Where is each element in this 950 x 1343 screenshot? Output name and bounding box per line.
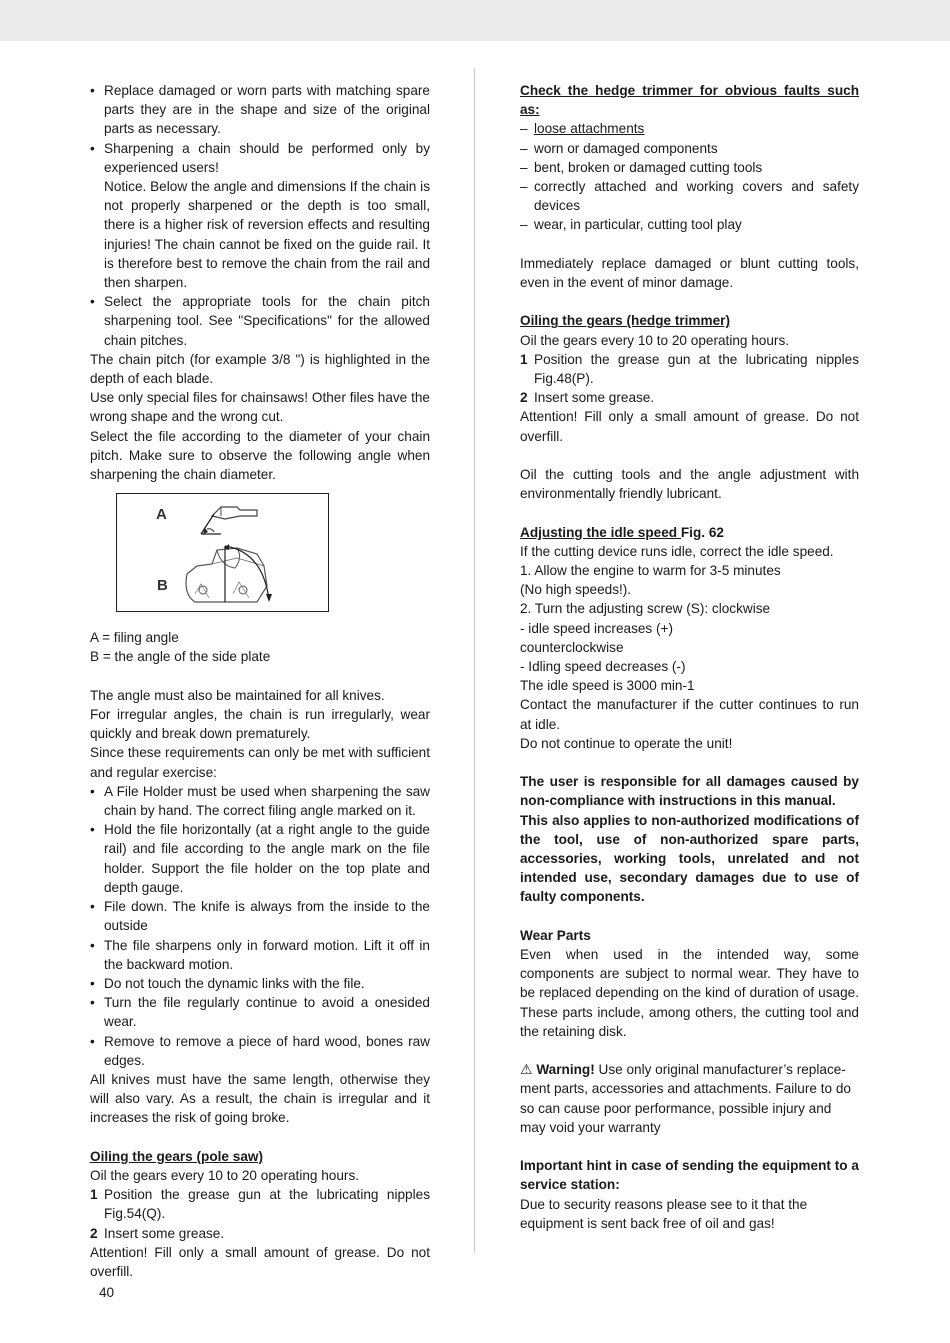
spacer xyxy=(520,292,859,311)
paragraph: Oil the cutting tools and the angle adjustment with environmentally friendly lubricant. xyxy=(520,467,859,502)
bullet-item: • Sharpening a chain should be performed only by experienced users! xyxy=(90,139,430,177)
paragraph: (No high speeds!). xyxy=(520,582,632,598)
spacer xyxy=(90,667,430,686)
top-header-bar xyxy=(0,0,950,41)
column-divider xyxy=(474,68,475,1253)
dash-item: – worn or damaged components xyxy=(520,139,859,158)
bullet-item: • Do not touch the dynamic links with the file. xyxy=(90,974,430,993)
dash-item: – wear, in particular, cutting tool play xyxy=(520,215,859,234)
figure-label-a: A xyxy=(156,506,167,524)
left-text-block-1 xyxy=(90,81,430,484)
step-text: Insert some grease. xyxy=(534,390,655,406)
numbered-step xyxy=(520,350,859,388)
bold-paragraph: The user is responsible for all damages caused by non-compliance with instructions in this manual. xyxy=(520,774,859,809)
bullet-item: • File down. The knife is always from the inside to the outside xyxy=(90,897,430,935)
paragraph: 2. Turn the adjusting screw (S): clockwise xyxy=(520,601,771,617)
paragraph: All knives must have the same length, otherwise they will also vary. As a result, the chain is irregular and it increases the risk of going broke. xyxy=(90,1071,430,1126)
step-number: 2 xyxy=(520,390,528,406)
dash-item-text: loose attachments xyxy=(534,121,645,137)
warning-icon: ⚠ xyxy=(520,1061,533,1078)
figure-label-b: B xyxy=(157,577,168,595)
paragraph: Attention! Fill only a small amount of grease. Do not overfill. xyxy=(520,409,859,444)
numbered-step xyxy=(90,1224,430,1243)
chain-filing-angle-figure xyxy=(116,493,329,612)
paragraph: The angle must also be maintained for all knives. xyxy=(90,687,385,703)
warning-paragraph xyxy=(520,1060,859,1137)
paragraph: Oil the gears every 10 to 20 operating hours. xyxy=(520,332,790,348)
spacer xyxy=(520,753,859,772)
step-text: Position the grease gun at the lubricating nipples Fig.48(P). xyxy=(534,351,859,387)
paragraph: A = filing angle xyxy=(90,630,179,646)
bold-paragraph: This also applies to non-authorized modifications of the tool, use of non-authorized spare parts, accessories, working tools, unrelated and not intended use, secondary damages due to use of faulty components. xyxy=(520,812,859,905)
notice-paragraph: Notice. Below the angle and dimensions If the chain is not properly sharpened or the depth is too small, there is a higher risk of reversion effects and resulting injuries! The chain cannot be fixed on the guide rail. It is therefore best to remove the chain from the rail and then sharpen. xyxy=(104,179,430,291)
paragraph: Oil the gears every 10 to 20 operating hours. xyxy=(90,1167,360,1183)
paragraph: Contact the manufacturer if the cutter continues to run at idle. xyxy=(520,697,859,732)
left-text-block-2 xyxy=(90,628,430,1281)
bold-paragraph: Wear Parts xyxy=(520,927,591,943)
left-column xyxy=(90,81,430,1281)
bullet-item: • A File Holder must be used when sharpening the saw chain by hand. The correct filing angle marked on it. xyxy=(90,782,430,820)
paragraph: Select the file according to the diameter of your chain pitch. Make sure to observe the following angle when sharpening the chain diameter. xyxy=(90,428,430,483)
paragraph: Do not continue to operate the unit! xyxy=(520,735,733,751)
section-heading: Oiling the gears (hedge trimmer) xyxy=(520,313,730,329)
paragraph: - idle speed increases (+) xyxy=(520,620,674,636)
step-number: 1 xyxy=(520,351,528,367)
heading-figure-ref: Fig. 62 xyxy=(680,524,724,540)
dash-item xyxy=(520,119,859,138)
numbered-step xyxy=(520,388,859,407)
spacer xyxy=(90,1128,430,1147)
dash-item: – bent, broken or damaged cutting tools xyxy=(520,158,859,177)
paragraph: The chain pitch (for example 3/8 ") is highlighted in the depth of each blade. xyxy=(90,351,430,387)
step-number: 2 xyxy=(90,1225,98,1241)
right-column xyxy=(520,81,859,1233)
page-number: 40 xyxy=(99,1285,115,1300)
step-number: 1 xyxy=(90,1187,98,1203)
bullet-item: • Hold the file horizontally (at a right angle to the guide rail) and file according to the angle mark on the file holder. Support the file holder on the top plate and depth gauge. xyxy=(90,820,430,897)
spacer xyxy=(520,446,859,465)
warning-text: Use only original manufacturer’s replace-ment parts, accessories and attachments. Failure to do so can cause poor performance, possible injury and may void your warranty xyxy=(520,1062,851,1135)
paragraph: If the cutting device runs idle, correct the idle speed. xyxy=(520,543,834,559)
bullet-item: • The file sharpens only in forward motion. Lift it off in the backward motion. xyxy=(90,936,430,974)
bullet-item: • Remove to remove a piece of hard wood, bones raw edges. xyxy=(90,1032,430,1070)
paragraph: Immediately replace damaged or blunt cutting tools, even in the event of minor damage. xyxy=(520,255,859,291)
warning-label: Warning! xyxy=(536,1062,595,1078)
numbered-step xyxy=(90,1185,430,1223)
paragraph: Attention! Fill only a small amount of grease. Do not overfill. xyxy=(90,1244,430,1279)
section-heading xyxy=(520,523,859,542)
section-heading: Oiling the gears (pole saw) xyxy=(90,1148,263,1164)
paragraph: The idle speed is 3000 min-1 xyxy=(520,678,695,694)
bullet-item: • Replace damaged or worn parts with matching spare parts they are in the shape and size of the original parts as necessary. xyxy=(90,81,430,139)
paragraph: - Idling speed decreases (-) xyxy=(520,659,686,675)
paragraph: Since these requirements can only be met with sufficient and regular exercise: xyxy=(90,745,430,780)
chain-tooth-diagram xyxy=(117,494,328,611)
bullet-item: • Select the appropriate tools for the chain pitch sharpening tool. See "Specifications" for the allowed chain pitches. xyxy=(90,292,430,350)
paragraph: B = the angle of the side plate xyxy=(90,649,271,665)
spacer xyxy=(520,503,859,522)
dash-item: – correctly attached and working covers and safety devices xyxy=(520,177,859,215)
bullet-item: • Turn the file regularly continue to avoid a onesided wear. xyxy=(90,993,430,1031)
spacer xyxy=(520,907,859,926)
spacer xyxy=(520,235,859,254)
paragraph: Due to security reasons please see to it that the equipment is sent back free of oil and gas! xyxy=(520,1196,808,1231)
paragraph: counterclockwise xyxy=(520,639,624,655)
spacer xyxy=(520,1137,859,1156)
heading-text: Adjusting the idle speed xyxy=(520,524,681,540)
paragraph: Use only special files for chainsaws! Other files have the wrong shape and the wrong cut. xyxy=(90,390,430,425)
section-heading: Check the hedge trimmer for obvious faults such as: xyxy=(520,83,859,118)
step-text: Position the grease gun at the lubricating nipples Fig.54(Q). xyxy=(104,1187,430,1222)
bold-paragraph: Important hint in case of sending the equipment to a service station: xyxy=(520,1158,859,1193)
paragraph: For irregular angles, the chain is run irregularly, wear quickly and break down prematurely. xyxy=(90,707,430,742)
spacer xyxy=(520,1041,859,1060)
paragraph: Even when used in the intended way, some components are subject to normal wear. They have to be replaced depending on the kind of duration of usage. These parts include, among others, the cutting tool and the retaining disk. xyxy=(520,947,859,1039)
paragraph: 1. Allow the engine to warm for 3-5 minutes xyxy=(520,563,781,579)
step-text: Insert some grease. xyxy=(104,1225,225,1241)
